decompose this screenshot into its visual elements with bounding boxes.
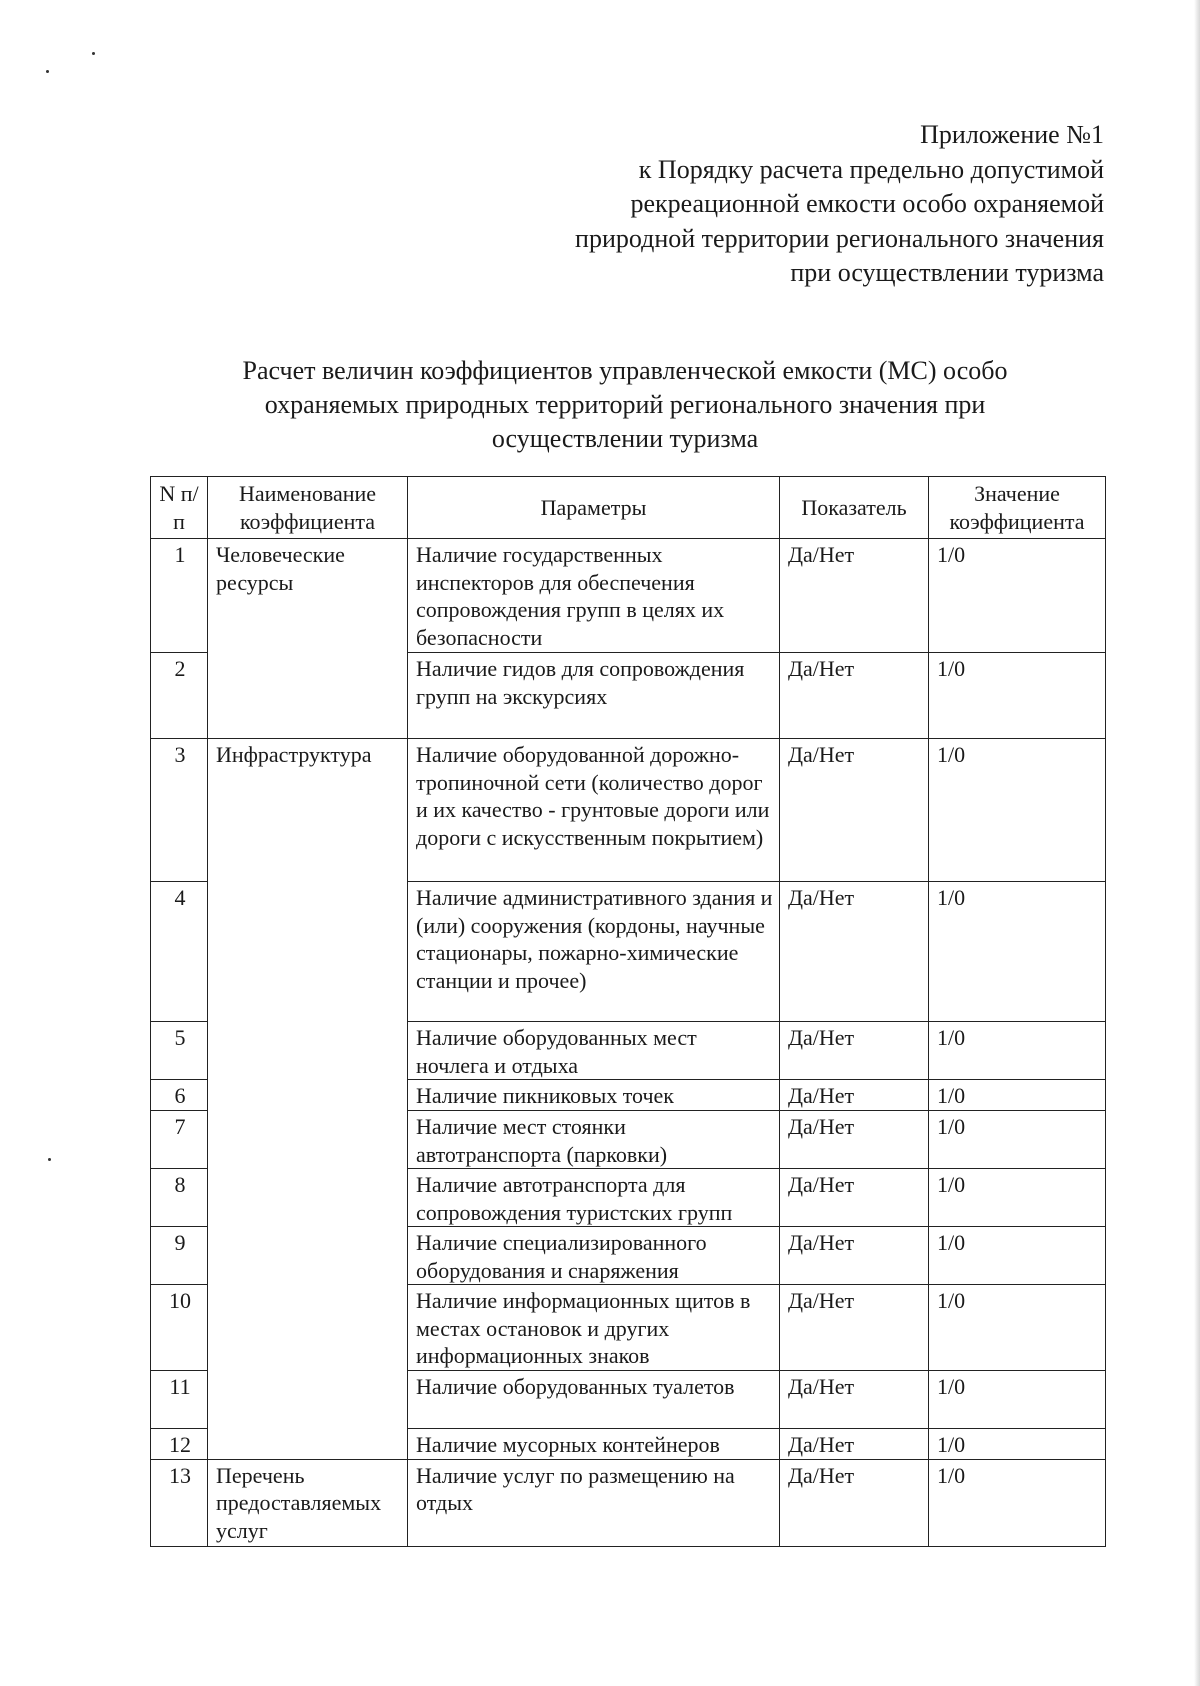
appendix-line: рекреационной емкости особо охраняемой [630,189,1104,218]
row-indicator: Да/Нет [780,1080,929,1111]
row-indicator: Да/Нет [780,539,929,653]
row-number: 3 [151,739,208,882]
row-indicator: Да/Нет [780,1428,929,1459]
appendix-line: природной территории регионального значения [575,223,1104,253]
row-value: 1/0 [929,653,1106,739]
row-param: Наличие оборудованных туалетов [408,1370,780,1428]
row-value: 1/0 [929,739,1106,882]
row-number: 2 [151,653,208,739]
row-number: 9 [151,1227,208,1285]
row-indicator: Да/Нет [780,1370,929,1428]
row-value: 1/0 [929,1111,1106,1169]
row-indicator: Да/Нет [780,653,929,739]
table-row [151,1459,1106,1546]
document-title [150,354,1100,456]
row-indicator: Да/Нет [780,739,929,882]
row-value: 1/0 [929,882,1106,1022]
row-param: Наличие услуг по размещению на отдых [408,1459,780,1546]
row-number: 10 [151,1285,208,1371]
row-param: Наличие мест стоянки автотранспорта (парковки) [408,1111,780,1169]
row-value: 1/0 [929,1285,1106,1371]
group-infrastructure: Инфраструктура [208,739,408,1460]
row-number: 13 [151,1459,208,1546]
row-param: Наличие автотранспорта для сопровождения туристских групп [408,1169,780,1227]
row-param: Наличие административного здания и (или) сооружения (кордоны, научные стационары, пожарно-химические станции и прочее) [408,882,780,1022]
row-value: 1/0 [929,1428,1106,1459]
group-human-resources: Человеческие ресурсы [208,539,408,739]
title-line: осуществлении туризма [491,424,759,453]
header-num: N п/п [151,477,208,539]
row-value: 1/0 [929,1022,1106,1080]
scan-speck [48,1158,51,1161]
row-value: 1/0 [929,1169,1106,1227]
row-number: 12 [151,1428,208,1459]
appendix-line: к Порядку расчета предельно допустимой [638,154,1104,184]
header-value: Значение коэффициента [929,477,1106,539]
header-params: Параметры [408,477,780,539]
row-number: 11 [151,1370,208,1428]
table-row [151,539,1106,653]
row-value: 1/0 [929,1080,1106,1111]
row-number: 1 [151,539,208,653]
row-indicator: Да/Нет [780,1022,929,1080]
appendix-number: Приложение №1 [920,120,1104,149]
row-param: Наличие пикниковых точек [408,1080,780,1111]
appendix-line: при осуществлении туризма [790,258,1104,287]
row-indicator: Да/Нет [780,882,929,1022]
group-services: Перечень предоставляемых услуг [208,1459,408,1546]
row-number: 6 [151,1080,208,1111]
title-line: Расчет величин коэффициентов управленческой емкости (МС) особо [242,356,1008,385]
appendix-header [575,118,1104,291]
table-row [151,739,1106,882]
header-indicator: Показатель [780,477,929,539]
scan-speck [92,52,95,55]
row-indicator: Да/Нет [780,1111,929,1169]
row-number: 5 [151,1022,208,1080]
row-param: Наличие мусорных контейнеров [408,1428,780,1459]
header-name: Наименование коэффициента [208,477,408,539]
coefficients-table [150,476,1106,1547]
row-indicator: Да/Нет [780,1227,929,1285]
row-value: 1/0 [929,1459,1106,1546]
table-header-row [151,477,1106,539]
row-param: Наличие гидов для сопровождения групп на экскурсиях [408,653,780,739]
row-indicator: Да/Нет [780,1285,929,1371]
row-param: Наличие оборудованных мест ночлега и отдыха [408,1022,780,1080]
row-value: 1/0 [929,1227,1106,1285]
row-number: 7 [151,1111,208,1169]
scan-speck [46,70,49,73]
row-number: 8 [151,1169,208,1227]
row-param: Наличие оборудованной дорожно-тропиночной сети (количество дорог и их качество - грунтовые дороги или дороги с искусственным покрытием) [408,739,780,882]
row-param: Наличие государственных инспекторов для обеспечения сопровождения групп в целях их безопасности [408,539,780,653]
row-indicator: Да/Нет [780,1459,929,1546]
row-value: 1/0 [929,1370,1106,1428]
row-number: 4 [151,882,208,1022]
row-value: 1/0 [929,539,1106,653]
row-param: Наличие специализированного оборудования и снаряжения [408,1227,780,1285]
page-edge [1194,0,1200,1686]
row-indicator: Да/Нет [780,1169,929,1227]
row-param: Наличие информационных щитов в местах остановок и других информационных знаков [408,1285,780,1371]
title-line: охраняемых природных территорий регионального значения при [264,390,986,419]
